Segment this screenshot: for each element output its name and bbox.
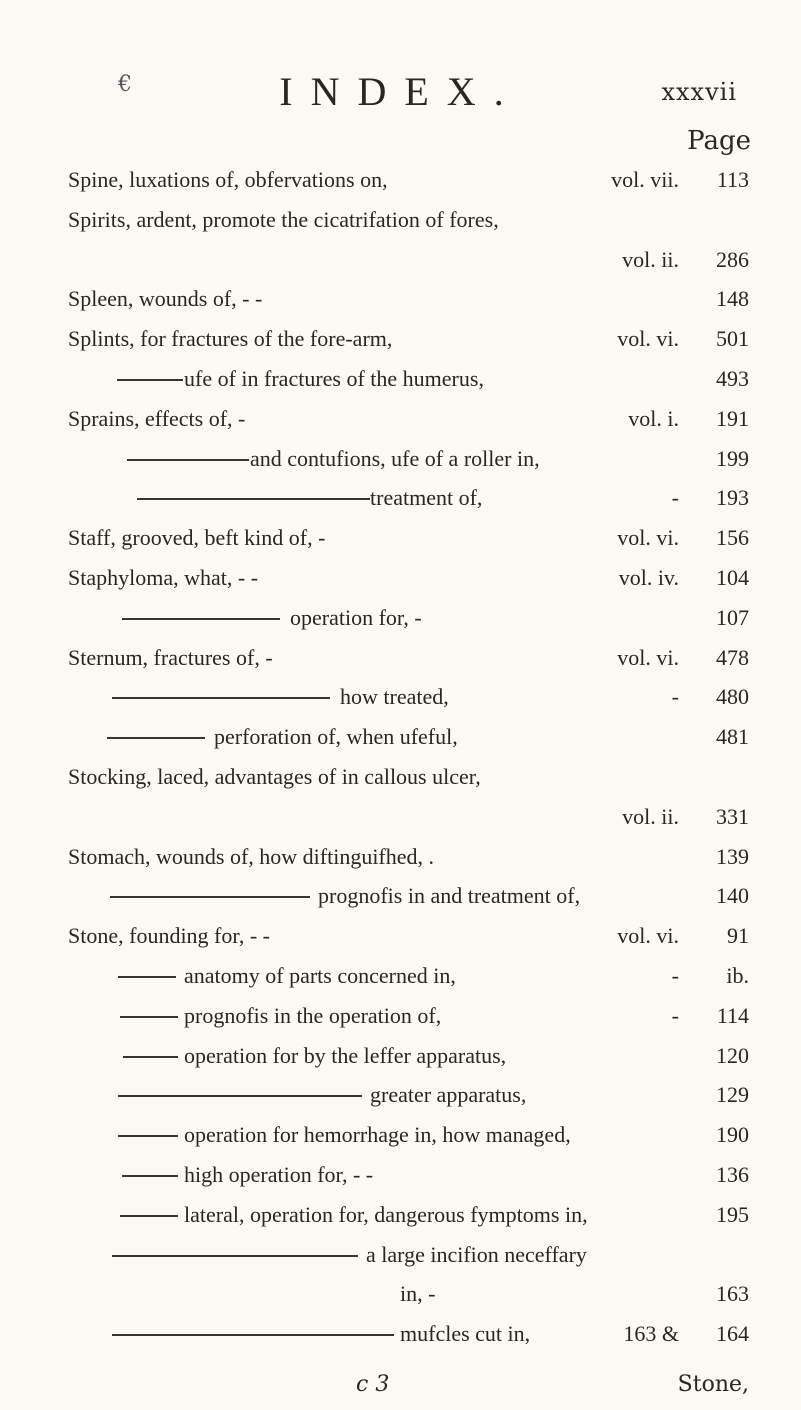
ditto-dash: [112, 697, 330, 699]
entry-text: greater apparatus,: [370, 1082, 527, 1108]
index-entry: [0, 439, 801, 479]
entry-volume: vol. vi.: [617, 326, 679, 352]
entry-page: 129: [716, 1082, 749, 1108]
entry-page: 156: [716, 525, 749, 551]
page-column-heading: Page: [687, 126, 751, 156]
entry-volume: vol. vii.: [611, 167, 679, 192]
ditto-dash: [118, 1135, 178, 1137]
entry-text: Spirits, ardent, promote the cicatrifation of fores,: [68, 206, 499, 232]
entry-page: 164: [716, 1321, 749, 1347]
index-entry: [0, 1195, 801, 1235]
entry-text: Splints, for fractures of the fore-arm,: [68, 326, 393, 352]
entry-text: mufcles cut in,: [400, 1321, 531, 1347]
catchword: Stone,: [677, 1372, 749, 1397]
index-entry: [0, 916, 801, 956]
index-entry: [0, 200, 801, 240]
entry-volume: vol. vi.: [617, 923, 679, 949]
entry-page: 136: [716, 1162, 749, 1187]
entry-text: operation for hemorrhage in, how managed,: [184, 1122, 571, 1148]
index-entry: [0, 837, 801, 877]
entry-page: 91: [727, 923, 749, 949]
ditto-dash: [122, 1175, 178, 1177]
entry-page: 140: [716, 883, 749, 909]
entry-page: 286: [716, 246, 749, 272]
ditto-dash: [118, 1095, 362, 1097]
ditto-dash: [123, 1056, 178, 1058]
entry-page: 193: [716, 485, 749, 511]
ditto-dash: [117, 379, 183, 381]
index-entry: [0, 1075, 801, 1115]
ditto-dash: [118, 976, 176, 978]
entry-page: 113: [716, 167, 749, 192]
entry-page: 148: [716, 286, 749, 312]
entry-page: 480: [716, 684, 749, 710]
index-entry: [0, 717, 801, 757]
ditto-dash: [107, 737, 205, 739]
entry-text: Sprains, effects of, -: [68, 405, 246, 431]
index-entry: [0, 1036, 801, 1076]
entry-page: 104: [716, 565, 749, 590]
index-entry: [0, 359, 801, 399]
ditto-dash: [120, 1215, 178, 1217]
entry-text: Staphyloma, what, - -: [68, 565, 259, 590]
index-entry: [0, 956, 801, 996]
entry-text: lateral, operation for, dangerous fymptoms in,: [184, 1201, 588, 1227]
entry-page: ib.: [726, 963, 749, 988]
entry-text: ufe of in fractures of the humerus,: [184, 366, 484, 391]
index-entry: [0, 797, 801, 837]
index-entry: [0, 598, 801, 638]
index-entry: [0, 518, 801, 558]
entry-volume: -: [671, 1002, 679, 1028]
ditto-dash: [122, 618, 280, 620]
ditto-dash: [110, 896, 310, 898]
page-number: xxxvii: [661, 78, 737, 106]
index-entry: [0, 399, 801, 439]
entry-volume: vol. i.: [628, 405, 679, 431]
entry-page: 493: [716, 366, 749, 391]
entry-text: operation for by the leffer apparatus,: [184, 1042, 507, 1068]
entry-page: 139: [716, 843, 749, 869]
index-entry: [0, 996, 801, 1036]
index-entry: [0, 638, 801, 678]
entry-volume: vol. iv.: [618, 565, 679, 590]
entry-page: 114: [716, 1002, 749, 1028]
entry-text: Stocking, laced, advantages of in callous ulcer,: [68, 764, 481, 789]
index-entry: [0, 478, 801, 518]
entry-page: 191: [716, 405, 749, 431]
ditto-dash: [137, 498, 370, 500]
index-entry: [0, 1274, 801, 1314]
index-entry: [0, 279, 801, 319]
entry-text: treatment of,: [370, 485, 483, 511]
entry-volume: -: [671, 963, 679, 988]
entry-page: 190: [716, 1122, 749, 1148]
entry-text: in, -: [400, 1281, 436, 1307]
entry-page: 199: [716, 445, 749, 471]
ditto-dash: [112, 1334, 394, 1336]
ditto-dash: [120, 1016, 178, 1018]
entry-volume: 163 &: [623, 1321, 679, 1347]
index-entry: [0, 160, 801, 200]
index-entry: [0, 319, 801, 359]
entry-text: Stone, founding for, - -: [68, 923, 270, 949]
index-entry: [0, 876, 801, 916]
index-entry: [0, 1155, 801, 1195]
ditto-dash: [112, 1255, 358, 1257]
entry-page: 481: [716, 724, 749, 750]
entry-volume: vol. vi.: [617, 525, 679, 551]
entry-text: Spleen, wounds of, - -: [68, 286, 263, 312]
index-entry: [0, 1314, 801, 1354]
index-entry: [0, 1115, 801, 1155]
entry-page: 163: [716, 1281, 749, 1307]
entry-text: Sternum, fractures of, -: [68, 644, 273, 670]
entry-page: 331: [716, 803, 749, 829]
entry-text: anatomy of parts concerned in,: [184, 963, 456, 988]
entry-page: 120: [716, 1042, 749, 1068]
entry-text: a large incifion neceffary: [366, 1241, 587, 1267]
entry-text: Spine, luxations of, obfervations on,: [68, 167, 388, 192]
index-entry: [0, 558, 801, 598]
entry-text: and contufions, ufe of a roller in,: [250, 445, 540, 471]
entry-text: prognofis in the operation of,: [184, 1002, 442, 1028]
entry-text: perforation of, when ufeful,: [214, 724, 458, 750]
entry-text: high operation for, - -: [184, 1162, 374, 1187]
entry-text: how treated,: [340, 684, 449, 710]
entry-volume: -: [671, 684, 679, 710]
entry-page: 195: [716, 1201, 749, 1227]
index-entry: [0, 1235, 801, 1275]
index-entry: [0, 677, 801, 717]
ditto-dash: [127, 459, 249, 461]
entry-text: prognofis in and treatment of,: [318, 883, 581, 909]
page-title: INDEX.: [279, 69, 522, 114]
entry-volume: vol. vi.: [617, 644, 679, 670]
entry-page: 478: [716, 644, 749, 670]
entry-volume: -: [671, 485, 679, 511]
entry-text: operation for, -: [290, 604, 422, 630]
index-entry: [0, 240, 801, 280]
signature-mark: c 3: [356, 1372, 390, 1397]
entry-page: 501: [716, 326, 749, 352]
entry-volume: vol. ii.: [622, 803, 679, 829]
entry-text: Stomach, wounds of, how diftinguifhed, .: [68, 843, 435, 869]
entry-text: Staff, grooved, beft kind of, -: [68, 525, 326, 551]
index-entry: [0, 757, 801, 797]
entry-page: 107: [716, 604, 749, 630]
header-mark: €: [118, 72, 132, 97]
entry-volume: vol. ii.: [622, 246, 679, 272]
